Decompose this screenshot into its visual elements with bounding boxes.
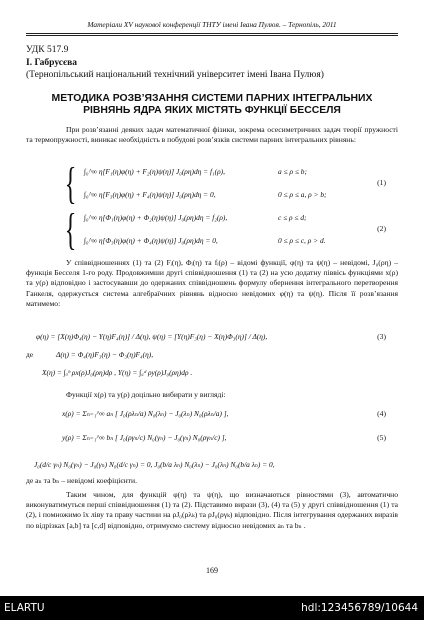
header-rule bbox=[26, 33, 398, 34]
eq3-main: φ(η) = [X(η)Φ₄(η) − Y(η)F₄(η)] / Δ(η), ψ(η) = [Y(η)F₃(η) − X(η)Φ₃(η)] / Δ(η), bbox=[36, 332, 268, 341]
body-paragraph-3 bbox=[26, 390, 398, 400]
eq3-xy: X(η) = ∫ₐᵇ ρx(ρ)J₀(ρη)dρ , Y(η) = ∫꜀ᵈ ρy(ρ)J₀(ρη)dρ . bbox=[42, 368, 193, 377]
equation-number-5: (5) bbox=[377, 433, 386, 442]
article-title bbox=[26, 93, 398, 117]
paragraph-2-text: У співвідношеннях (1) та (2) Fᵢ(η), Φᵢ(η) та fᵢ(ρ) – відомі функції, φ(η) та ψ(η) – невідомі, J₀(ρη) – функція Бесселя 1-го роду. Продовжимши другі співвідношення (1) та (2) на усю додатну піввісь функціями x(ρ) та y(ρ) відповідно і застосувавши до одержаних співвідношень формулу обернення інтегрального перетворення Ганкеля, одержується система алгебраїчних рівнянь відносно невідомих φ(η) та ψ(η). Після її розв’язання матимемо: bbox=[26, 258, 398, 308]
paragraph-3-text: Функції x(ρ) та y(ρ) доцільно вибирати у вигляді: bbox=[66, 390, 226, 399]
body-paragraph-5 bbox=[26, 490, 398, 531]
eq3-delta: Δ(η) = Φ₄(η)F₃(η) − Φ₃(η)F₄(η), bbox=[56, 350, 154, 359]
viewer-footer-bar bbox=[0, 596, 424, 620]
running-header: Матеріали XV наукової конференції ТНТУ імені Івана Пулюя. – Тернопіль, 2011 bbox=[87, 20, 337, 29]
equation-system-2 bbox=[26, 206, 398, 258]
author-affiliation: (Тернопільський національний технічний університет імені Івана Пулюя) bbox=[26, 70, 324, 80]
equation-block-3 bbox=[26, 330, 398, 390]
title-line-1: МЕТОДИКА РОЗВ’ЯЗАННЯ СИСТЕМИ ПАРНИХ ІНТЕГРАЛЬНИХ bbox=[51, 93, 373, 104]
eq2-condition-2: 0 ≤ ρ ≤ c, ρ > d. bbox=[278, 236, 326, 245]
body-paragraph-2 bbox=[26, 258, 398, 309]
equation-number-2: (2) bbox=[377, 224, 386, 233]
intro-text: При розв’язанні деяких задач математичної фізики, зокрема осесиметричних задач теорії пружності та термопружності, виникає необхідність в побудові розв’язків системи парних інтегральних рівнянь: bbox=[26, 125, 398, 145]
repository-label: ELARTU bbox=[4, 602, 45, 614]
eigen-equations: J₀(d/c γₙ) N₀(γₙ) − J₀(γₙ) N₀(d/c γₙ) = 0, J₀(b/a λₙ) N₀(λₙ) − J₀(λₙ) N₀(b/a λₙ) = 0, bbox=[34, 460, 275, 469]
udk-code: УДК 517.9 bbox=[26, 45, 69, 55]
eq1-condition-1: a ≤ ρ ≤ b; bbox=[278, 167, 307, 176]
eq1-line-2: ∫₀^∞ η[F₃(η)φ(η) + F₄(η)ψ(η)] J₀(ρη)dη = 0, bbox=[84, 190, 216, 199]
equation-block-6 bbox=[26, 460, 398, 474]
eq2-condition-1: c ≤ ρ ≤ d; bbox=[278, 213, 307, 222]
equation-system-1 bbox=[26, 160, 398, 212]
eq1-line-1: ∫₀^∞ η[F₁(η)φ(η) + F₂(η)ψ(η)] J₀(ρη)dη = f₁(ρ), bbox=[84, 167, 225, 176]
eq4: x(ρ) = Σₙ₌₁^∞ aₙ [ J₀(ρλₙ/a) N₀(λₙ) − J₀(λₙ) N₀(ρλₙ/a) ], bbox=[62, 409, 229, 418]
eq2-line-1: ∫₀^∞ η[Φ₁(η)φ(η) + Φ₂(η)ψ(η)] J₀(ρη)dη = f₂(ρ), bbox=[84, 213, 228, 222]
equation-number-3: (3) bbox=[377, 332, 386, 341]
eq1-condition-2: 0 ≤ ρ ≤ a, ρ > b; bbox=[278, 190, 327, 199]
page-number: 169 bbox=[206, 566, 218, 575]
handle-link[interactable]: hdl:123456789/10644 bbox=[301, 602, 418, 614]
body-paragraph-4 bbox=[26, 476, 398, 486]
paragraph-4-text: де aₙ та bₙ – невідомі коефіцієнти. bbox=[26, 476, 137, 485]
equation-number-1: (1) bbox=[377, 178, 386, 187]
title-line-2: РІВНЯНЬ ЯДРА ЯКИХ МІСТЯТЬ ФУНКЦІЇ БЕССЕЛЯ bbox=[83, 105, 341, 116]
header-rule-thin bbox=[26, 35, 398, 36]
equation-number-4: (4) bbox=[377, 409, 386, 418]
eq2-line-2: ∫₀^∞ η[Φ₃(η)φ(η) + Φ₄(η)ψ(η)] J₀(ρη)dη = 0, bbox=[84, 236, 218, 245]
eq5: y(ρ) = Σₙ₌₁^∞ bₙ [ J₀(ργₙ/c) N₀(γₙ) − J₀(γₙ) N₀(ργₙ/c) ], bbox=[62, 433, 227, 442]
left-brace: { bbox=[64, 159, 77, 208]
intro-paragraph bbox=[26, 125, 398, 145]
left-brace: { bbox=[64, 205, 77, 254]
author-name: І. Габрусєва bbox=[26, 58, 77, 68]
paragraph-5-text: Таким чином, для функцій φ(η) та ψ(η), що визначаються рівностями (3), автоматично виконуватимуться перші співвідношення (1) та (2). Підставимо вирази (3), (4) та (5) у другі співвідношення (1) та (2), і помножимо їх ліву та праву частини на ρJ₀(ρλₖ) та ρJ₀(ργₖ) відповідно. Після інтегрування одержаних виразів по відрізках [a,b] та [c,d] відповідно, отримуємо систему відносно невідомих aₙ та bₙ . bbox=[26, 490, 398, 530]
equation-block-4-5 bbox=[26, 405, 398, 455]
where-label: де bbox=[26, 350, 34, 359]
